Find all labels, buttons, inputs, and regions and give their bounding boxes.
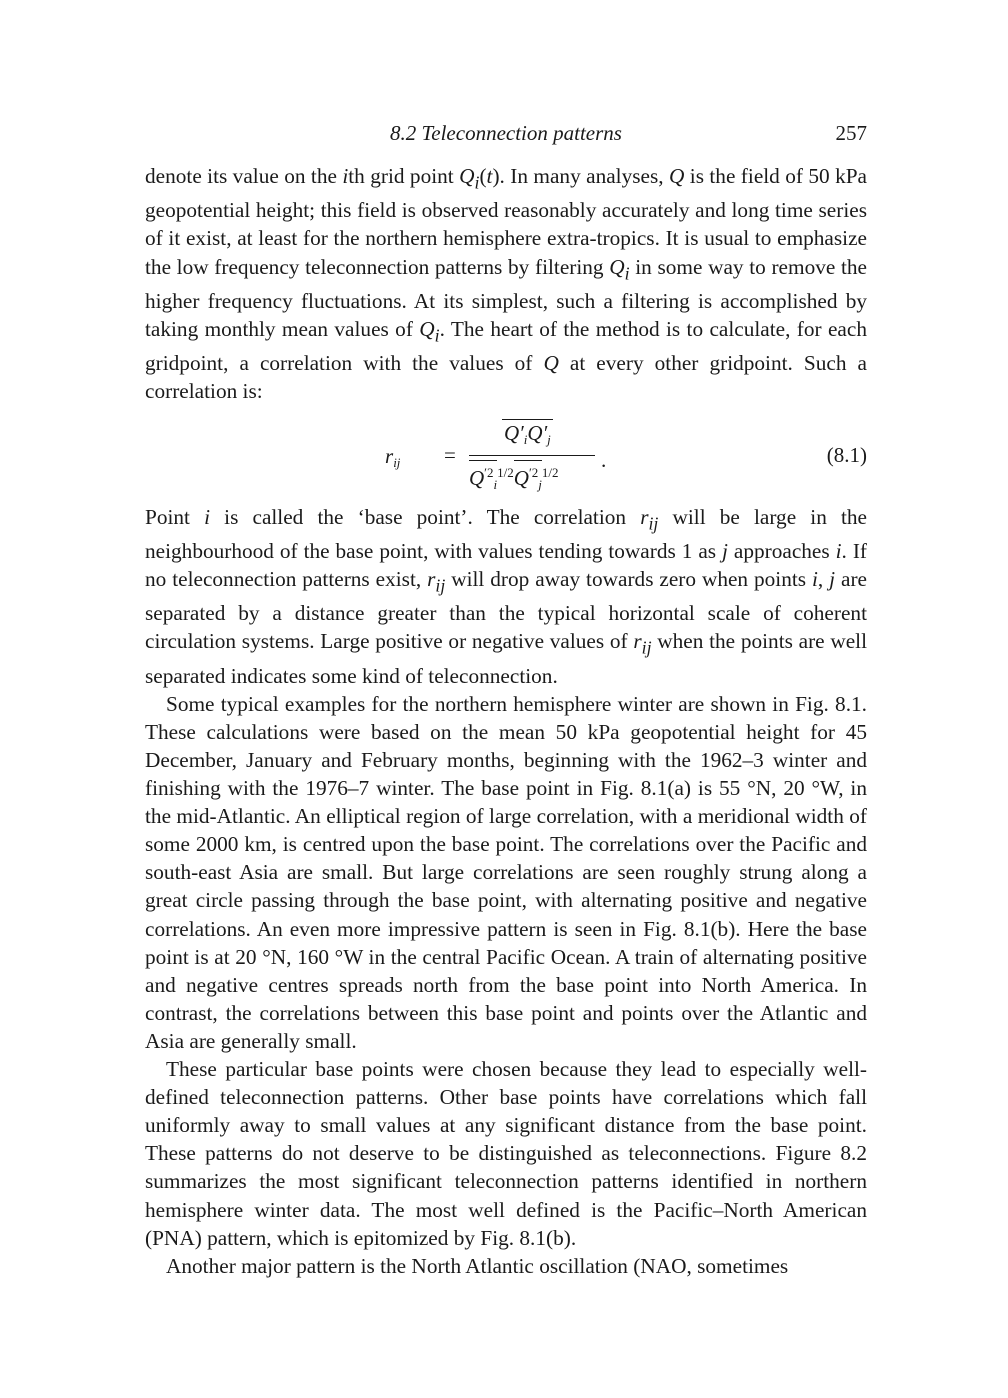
paragraph-1: denote its value on the ith grid point $Q_i(t)$. In many analyses, Q is the field of 50 kPa geopotential height; this field is observed reasonably accurately and long time series of it exist, at least for the northern hemisphere extra-tropics. It is usual to emphasize the low frequency teleconnection patterns by filtering $Q_i$ in some way to remove the higher frequency fluctuations. At its simplest, such a filtering is accomplished by taking monthly mean values of $Q_i$. The heart of the method is to calculate, for each gridpoint, a correlation with the values of Q at every other gridpoint. Such a correlation is: [145, 164, 868, 404]
paragraph-3: Some typical examples for the northern hemisphere winter are shown in Fig. 8.1. These calculations were based on the mean 50 kPa geopotential height for 45 December, January and February months, beginning with the 1962–3 winter and finishing with the 1976–7 winter. The base point in Fig. 8.1(a) is 55 °N, 20 °W, in the mid-Atlantic. An elliptical region of large correlation, with a meridional width of some 2000 km, is centred upon the base point. The correlations over the Pacific and south-east Asia are small. But large correlations are seen roughly strung along a great circle passing through the base point, with alternating positive and negative correlations. An even more impressive pattern is seen in Fig. 8.1(b). Here the base point is at 20 °N, 160 °W in the central Pacific Ocean. A train of alternating positive and negative centres spreads north from the base point into North America. In contrast, the correlations between this base point and points over the Atlantic and Asia are generally small. [145, 691, 867, 1053]
correlation-fraction [469, 422, 599, 492]
body-text [145, 162, 867, 1280]
paragraph-2: Point i is called the ‘base point’. The correlation $r_{ij}$ will be large in the neighbourhood of the base point, with values tending towards 1 as j approaches i. If no teleconnection patterns exist, $r_{ij}$ will drop away towards zero when points i, j are separated by a distance greater than the typical horizontal scale of coherent circulation systems. Large positive or negative values of $r_{ij}$ when the points are well separated indicates some kind of teleconnection. [145, 504, 868, 688]
equation-8-1 [145, 406, 867, 503]
equation-period: . [601, 447, 607, 472]
running-head: 8.2 Teleconnection patterns [390, 121, 622, 145]
fraction-denominator: $Q^{'2}_i^{1/2}Q^{'2}_j^{1/2}$ [469, 460, 559, 496]
equation-body [385, 422, 605, 492]
page-number: 257 [835, 121, 867, 145]
fraction-numerator: $Q'_iQ'_j$ [502, 419, 553, 451]
paragraph-4: These particular base points were chosen because they lead to especially well-defined teleconnection patterns. Other base points have correlations which fall uniformly away to small values at any significant distance from the base point. These patterns do not deserve to be distinguished as teleconnections. Figure 8.2 summarizes the most significant teleconnection patterns identified in northern hemisphere winter data. The most well defined is the Pacific–North American (PNA) pattern, which is epitomized by Fig. 8.1(b). [145, 1057, 867, 1250]
page-header [145, 121, 867, 149]
fraction-bar [469, 455, 595, 456]
equals-sign: = [444, 442, 456, 467]
equation-lhs: $r_{ij}$ [385, 443, 401, 470]
paragraph-5: Another major pattern is the North Atlantic oscillation (NAO, sometimes [166, 1253, 789, 1278]
equation-number: (8.1) [826, 442, 867, 467]
